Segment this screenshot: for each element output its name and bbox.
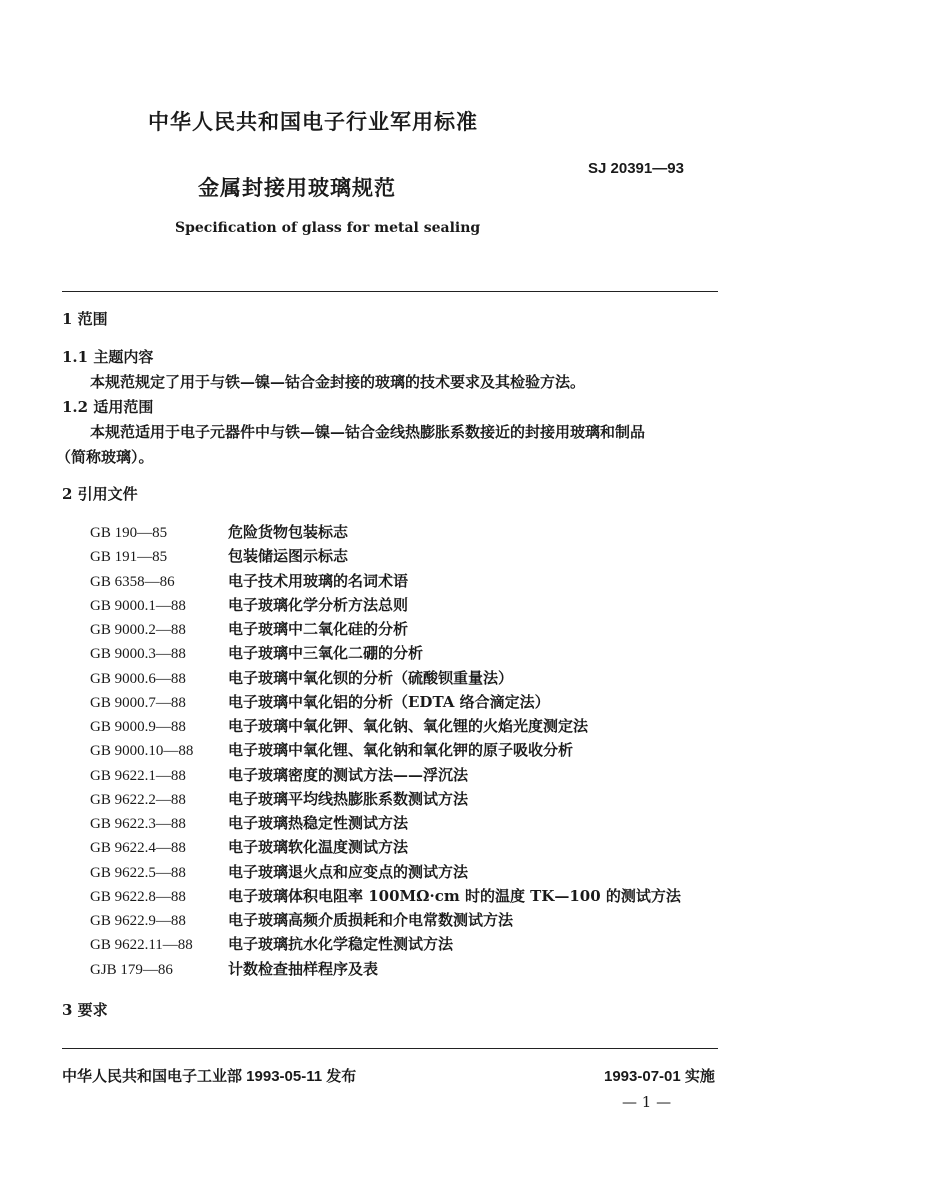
section-1-1-text: 本规范规定了用于与铁—镍—钴合金封接的玻璃的技术要求及其检验方法。 [90, 373, 586, 391]
reference-item [90, 811, 681, 835]
reference-item [90, 738, 681, 762]
reference-code: GB 9622.3—88 [90, 816, 186, 832]
document-title-en: Specification of glass for metal sealing [175, 220, 481, 236]
reference-title: 电子玻璃中氧化钾、氧化钠、氧化锂的火焰光度测定法 [228, 717, 589, 735]
section-2-heading: 2 引用文件 [62, 485, 138, 503]
reference-item [90, 690, 681, 714]
reference-item [90, 860, 681, 884]
reference-title: 电子玻璃抗水化学稳定性测试方法 [228, 935, 454, 954]
effective-date: 1993-07-01 实施 [604, 1068, 715, 1085]
reference-code: GB 9622.5—88 [90, 864, 186, 881]
reference-title: 计数检查抽样程序及表 [228, 959, 379, 978]
reference-item [90, 544, 681, 568]
page-number: — 1 — [622, 1093, 672, 1111]
reference-code: GB 9622.11—88 [90, 937, 193, 954]
section-1-2-text-line2: （简称玻璃）。 [56, 448, 154, 466]
issuer-line: 中华人民共和国电子工业部 1993-05-11 发布 [62, 1068, 357, 1085]
reference-code: GB 9622.1—88 [90, 767, 186, 784]
section-1-2-heading: 1.2 适用范围 [62, 398, 154, 416]
reference-title: 电子玻璃高频介质损耗和介电常数测试方法 [228, 911, 514, 929]
reference-item [90, 884, 681, 908]
reference-code: GB 9000.3—88 [90, 646, 186, 663]
reference-title: 危险货物包装标志 [228, 523, 349, 541]
reference-item [90, 641, 681, 665]
reference-item [90, 908, 681, 932]
reference-title: 电子技术用玻璃的名词术语 [228, 571, 409, 590]
reference-item [90, 932, 681, 956]
reference-title: 电子玻璃平均线热膨胀系数测试方法 [228, 789, 469, 808]
reference-code: GB 9622.9—88 [90, 913, 186, 929]
reference-code: GB 9000.7—88 [90, 694, 186, 711]
reference-code: GB 191—85 [90, 549, 168, 566]
reference-title: 包装储运图示标志 [228, 547, 349, 566]
footer-divider [62, 1048, 718, 1049]
header-divider [62, 291, 718, 292]
reference-title: 电子玻璃中氧化锂、氧化钠和氧化钾的原子吸收分析 [228, 741, 574, 760]
standard-code: SJ 20391—93 [588, 160, 684, 177]
reference-title: 电子玻璃中二氧化硅的分析 [228, 620, 409, 638]
reference-code: GB 9000.6—88 [90, 670, 186, 687]
reference-code: GB 190—85 [90, 525, 168, 541]
reference-code: GB 9000.1—88 [90, 597, 186, 614]
reference-item [90, 569, 681, 593]
reference-title: 电子玻璃密度的测试方法——浮沉法 [228, 765, 469, 784]
reference-title: 电子玻璃中氧化铝的分析（EDTA 络合滴定法） [228, 692, 550, 711]
reference-title: 电子玻璃软化温度测试方法 [228, 838, 409, 857]
reference-item [90, 666, 681, 690]
reference-item [90, 593, 681, 617]
reference-code: GB 9000.2—88 [90, 622, 186, 638]
section-1-1-heading: 1.1 主题内容 [62, 348, 154, 366]
reference-title: 电子玻璃中三氧化二硼的分析 [228, 644, 424, 663]
section-1-2-text-line1: 本规范适用于电子元器件中与铁—镍—钴合金线热膨胀系数接近的封接用玻璃和制品 [90, 423, 646, 441]
reference-title: 电子玻璃中氧化钡的分析（硫酸钡重量法） [228, 668, 514, 687]
org-standard-header: 中华人民共和国电子行业军用标准 [148, 109, 478, 134]
document-title-cn: 金属封接用玻璃规范 [198, 175, 396, 200]
reference-title: 电子玻璃热稳定性测试方法 [228, 814, 409, 832]
reference-code: GB 9622.8—88 [90, 888, 186, 905]
reference-item [90, 835, 681, 859]
reference-item [90, 787, 681, 811]
reference-title: 电子玻璃体积电阻率 100MΩ·cm 时的温度 TK—100 的测试方法 [228, 886, 681, 905]
reference-code: GB 9000.9—88 [90, 719, 186, 735]
reference-code: GB 9622.4—88 [90, 840, 186, 857]
reference-code: GB 9000.10—88 [90, 743, 194, 760]
reference-item [90, 617, 681, 641]
reference-title: 电子玻璃化学分析方法总则 [228, 595, 409, 614]
reference-code: GB 6358—86 [90, 573, 175, 590]
section-1-heading: 1 范围 [62, 310, 108, 328]
reference-list [90, 520, 681, 981]
reference-code: GB 9622.2—88 [90, 791, 186, 808]
reference-item [90, 957, 681, 981]
reference-item [90, 714, 681, 738]
reference-title: 电子玻璃退火点和应变点的测试方法 [228, 862, 469, 881]
reference-item [90, 520, 681, 544]
section-3-heading: 3 要求 [62, 1001, 108, 1019]
reference-item [90, 763, 681, 787]
reference-code: GJB 179—86 [90, 961, 173, 978]
